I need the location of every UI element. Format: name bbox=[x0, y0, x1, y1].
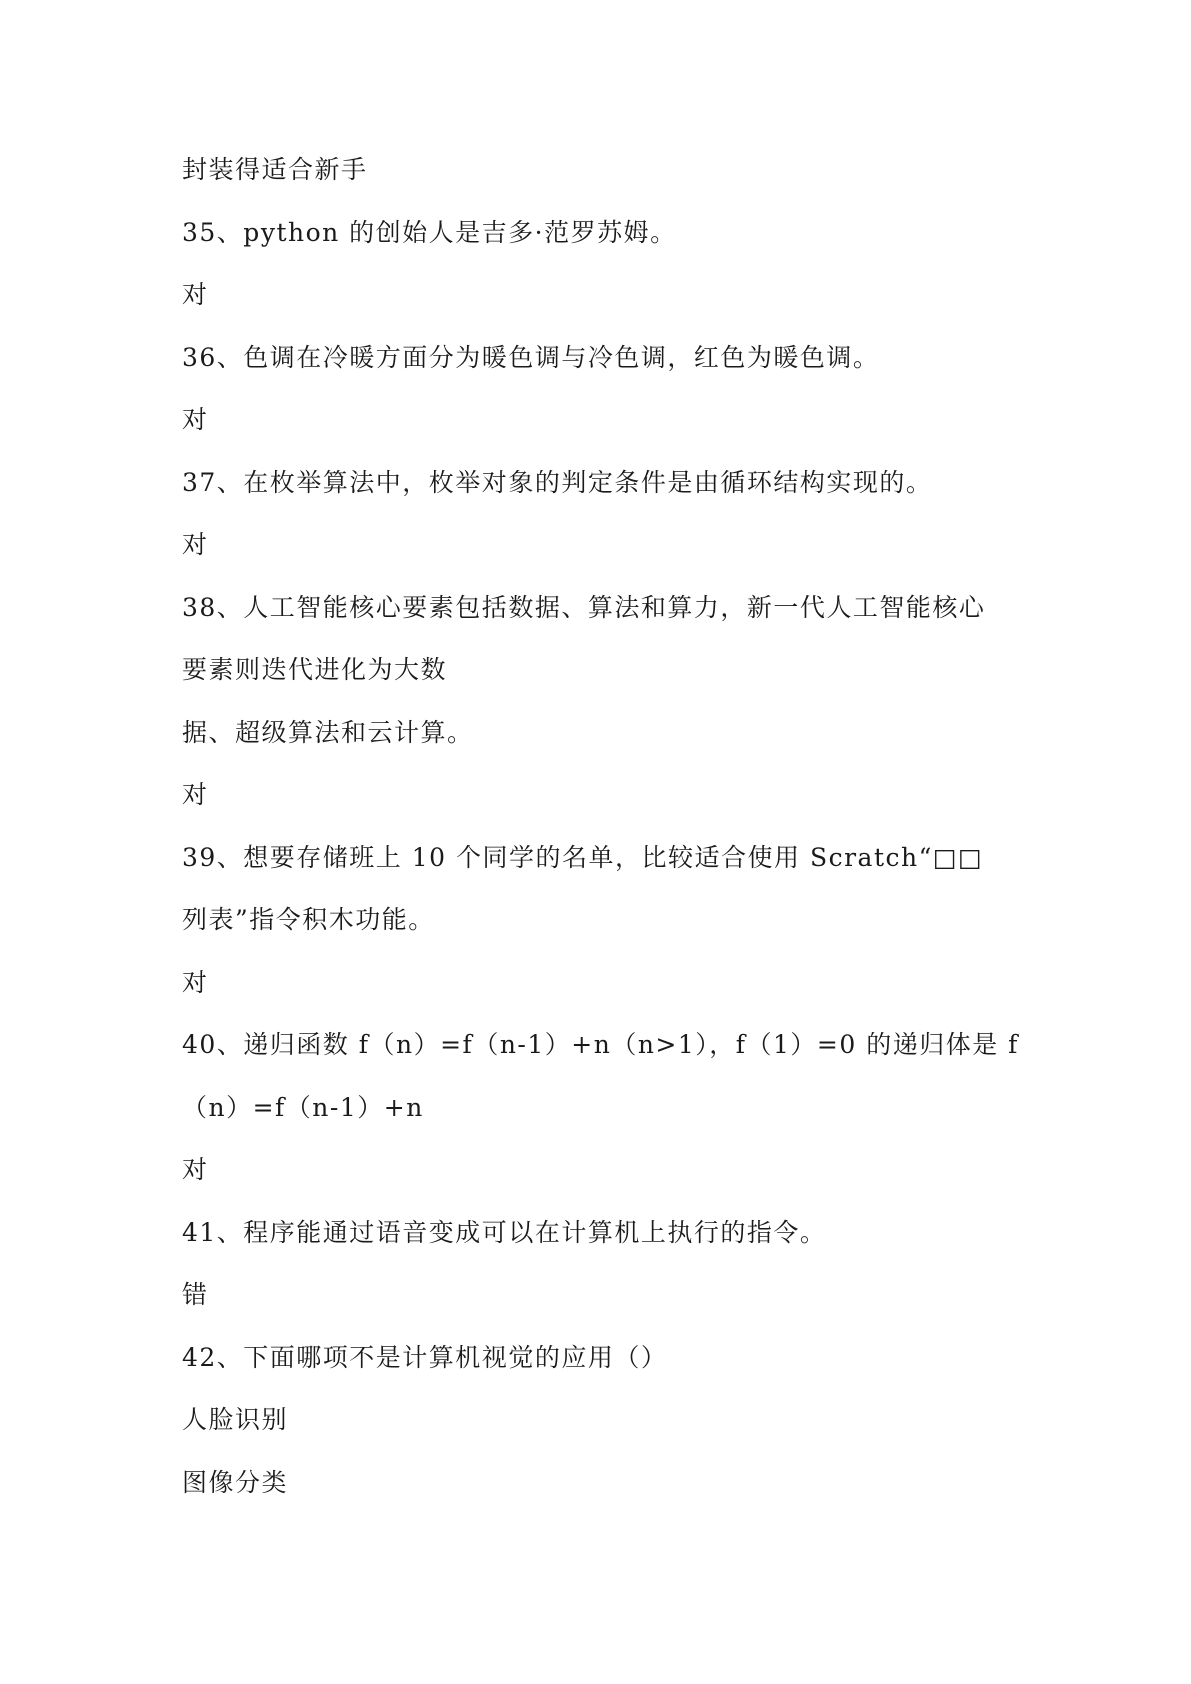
question-39: 39、想要存储班上 10 个同学的名单，比较适合使用 Scratch“□□ bbox=[182, 843, 984, 872]
question-40-cont: （n）=f（n-1）+n bbox=[182, 1093, 424, 1122]
text-line: 封装得适合新手 bbox=[182, 155, 368, 184]
answer-36: 对 bbox=[182, 405, 209, 434]
question-36: 36、色调在冷暖方面分为暖色调与冷色调，红色为暖色调。 bbox=[182, 343, 880, 372]
answer-38: 对 bbox=[182, 780, 209, 809]
question-37: 37、在枚举算法中，枚举对象的判定条件是由循环结构实现的。 bbox=[182, 468, 933, 497]
question-39-cont: 列表”指令积木功能。 bbox=[182, 905, 435, 934]
answer-40: 对 bbox=[182, 1155, 209, 1184]
question-38-cont: 要素则迭代进化为大数 bbox=[182, 655, 448, 684]
answer-35: 对 bbox=[182, 280, 209, 309]
question-42: 42、下面哪项不是计算机视觉的应用（） bbox=[182, 1343, 668, 1372]
answer-37: 对 bbox=[182, 530, 209, 559]
question-38-cont: 据、超级算法和云计算。 bbox=[182, 718, 474, 747]
answer-39: 对 bbox=[182, 968, 209, 997]
question-40: 40、递归函数 f（n）=f（n-1）+n（n>1），f（1）=0 的递归体是 f bbox=[182, 1030, 1019, 1059]
option-item: 人脸识别 bbox=[182, 1405, 289, 1434]
question-41: 41、程序能通过语音变成可以在计算机上执行的指令。 bbox=[182, 1218, 827, 1247]
answer-41: 错 bbox=[182, 1280, 209, 1309]
question-35: 35、python 的创始人是吉多·范罗苏姆。 bbox=[182, 218, 677, 247]
question-38: 38、人工智能核心要素包括数据、算法和算力，新一代人工智能核心 bbox=[182, 593, 986, 622]
option-item: 图像分类 bbox=[182, 1468, 289, 1497]
